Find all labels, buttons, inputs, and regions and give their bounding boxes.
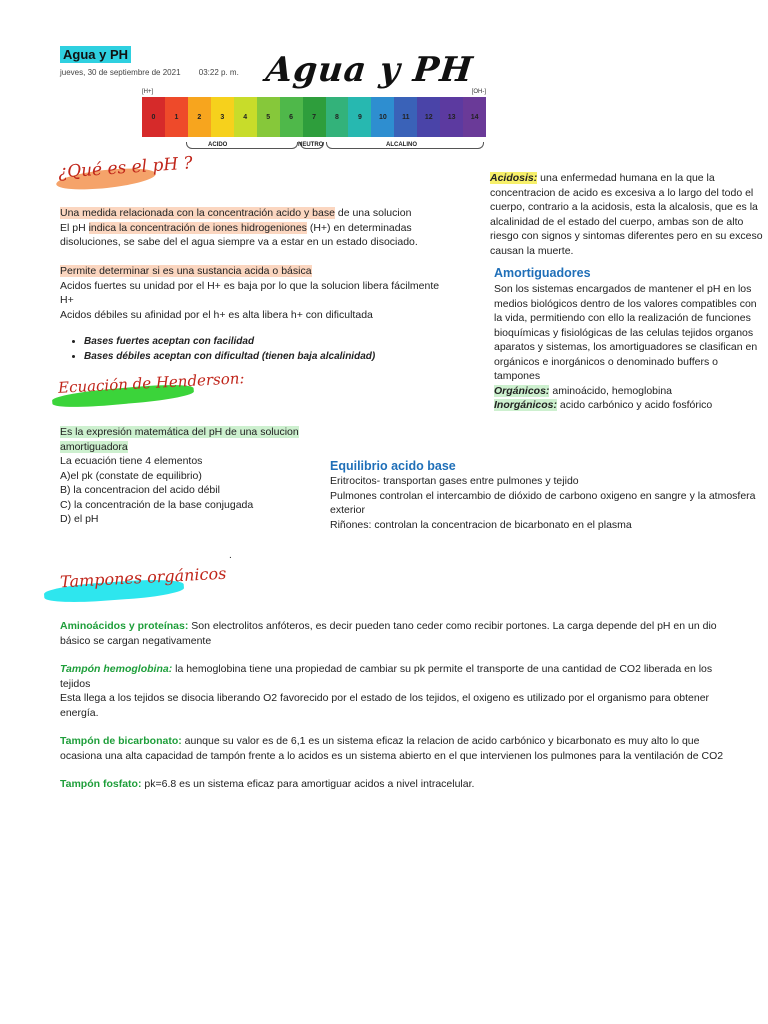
tampon-line: Esta llega a los tejidos se disocia liberando O2 favorecido por el estado de los tejidos, el oxigeno es utilizado por el organismo para obtener <box>60 692 710 704</box>
ph-highlight-1: Una medida relacionada con la concentración acido y base <box>60 207 335 219</box>
note-date: jueves, 30 de septiembre de 2021 <box>60 68 181 77</box>
bullet-item: • Bases fuertes aceptan con facilidad <box>84 334 462 349</box>
organicos-label: Orgánicos: <box>494 384 550 397</box>
tampon-label: Tampón fosfato: <box>60 778 142 790</box>
ph-scale-cell: 1 <box>165 97 188 137</box>
note-time: 03:22 p. m. <box>198 68 239 77</box>
equilibrio-line: Pulmones controlan el intercambio de dióxido de carbono oxigeno en sangre y la atmosfera <box>330 489 756 502</box>
ph-scale-cell: 0 <box>142 97 165 137</box>
tampon-label: Aminoácidos y proteínas: <box>60 620 189 632</box>
tampones-body <box>60 619 766 792</box>
tampon-line: ocasiona una alta capacidad de tampón frente a lo acidos es un sistema abierto en el que intervienen los pulmones para la ventilación de CO2 <box>60 749 724 762</box>
big-handwritten-title: Agua y PH <box>263 50 476 90</box>
organicos-text: aminoácido, hemoglobina <box>549 384 673 397</box>
acid-brace <box>186 142 298 149</box>
stray-dot: . <box>229 550 232 561</box>
amortiguadores-line: medios biológicos dentro de los valores compatibles con <box>494 297 757 310</box>
tampon-line: aunque su valor es de 6,1 es un sistema eficaz la relacion de acido carbónico y bicarbonato es muy alto lo que <box>181 735 700 747</box>
ph-scale-cell: 11 <box>394 97 417 137</box>
tampon-line: la hemoglobina tiene una propiedad de cambiar su pk permite el transporte de una cantidad de CO2 liberada en los <box>172 663 713 675</box>
ph-section-body-2 <box>60 264 460 322</box>
ph-right-end-label: [OH-] <box>471 89 486 95</box>
ph-text-3: disoluciones, se sabe del el agua siempre va a estar en un estado disociado. <box>60 236 418 248</box>
ph-scale-labels <box>142 142 486 152</box>
ph-highlight-3: Permite determinar si es una sustancia acida o básica <box>60 265 312 277</box>
bullet-item: • Bases débiles aceptan con dificultad (tienen baja alcalinidad) <box>84 349 462 364</box>
acidosis-line: alcalinidad de el estado del cuerpo, ambas son de alto <box>490 215 744 228</box>
amortiguadores-line: Son los sistemas encargados de mantener el pH en los <box>494 283 752 295</box>
tampon-line: Son electrolitos anfóteros, es decir pueden tano ceder como recibir portones. La carga depende del pH en un dio <box>188 620 717 632</box>
amortiguadores-body <box>494 282 766 413</box>
henderson-line: B) la concentracion del acido débil <box>60 484 220 496</box>
tampon-item <box>60 662 766 720</box>
tampon-line: básico se cargan negativamente <box>60 634 212 647</box>
henderson-line: D) el pH <box>60 513 99 525</box>
inorganicos-text: acido carbónico y acido fosfórico <box>557 399 713 411</box>
bases-bullet-list <box>62 334 462 364</box>
ph-left-end-label: [H+] <box>142 89 154 95</box>
ph-scale-cell: 5 <box>257 97 280 137</box>
tampon-item <box>60 619 766 648</box>
neutral-label: NEUTRO <box>298 142 324 148</box>
note-title-tag: Agua y PH <box>60 46 131 63</box>
ph-scale-cell: 3 <box>211 97 234 137</box>
note-meta <box>60 68 255 77</box>
ph-scale-cell: 13 <box>440 97 463 137</box>
ph-highlight-2: indica la concentración de iones hidrogeniones <box>88 221 307 234</box>
acidosis-block <box>490 171 765 258</box>
ph-scale-cell: 12 <box>417 97 440 137</box>
amortiguadores-line: aparatos y sistemas, los amortiguadores se clasifican en <box>494 341 758 353</box>
equilibrio-heading: Equilibrio acido base <box>330 459 456 473</box>
acidosis-line: causan la muerte. <box>490 244 574 257</box>
ph-scale-cell: 9 <box>348 97 371 137</box>
equilibrio-body <box>330 474 766 532</box>
tampon-item <box>60 734 766 763</box>
ph-scale-cell: 8 <box>326 97 349 137</box>
henderson-body <box>60 425 350 527</box>
ph-scale-cell: 6 <box>280 97 303 137</box>
acidosis-label: Acidosis: <box>490 172 538 184</box>
amortiguadores-heading: Amortiguadores <box>494 266 591 280</box>
equilibrio-line: exterior <box>330 504 366 516</box>
acidosis-line: riesgo con signos y sintomas diferentes pero en su exceso <box>490 230 763 242</box>
ph-text-5: H+ <box>60 294 74 306</box>
ph-text-4: Acidos fuertes su unidad por el H+ es baja por lo que la solucion libera fácilmente <box>60 279 440 292</box>
acid-label: ACIDO <box>208 142 228 148</box>
acidosis-line: concentracion de acido es excesiva a lo largo del todo el <box>490 186 754 199</box>
ph-text-2a: El pH <box>60 221 89 234</box>
ph-text-1: de una solucion <box>334 207 412 219</box>
acidosis-line: una enfermedad humana en la que la <box>537 172 715 184</box>
amortiguadores-line: tampones <box>494 370 541 382</box>
henderson-heading: Ecuación de Henderson: <box>57 369 245 397</box>
ph-section-heading: ¿Qué es el pH ? <box>57 153 194 183</box>
equilibrio-line: Eritrocitos- transportan gases entre pulmones y tejido <box>330 475 579 487</box>
henderson-line: A)el pk (constate de equilibrio) <box>60 469 202 482</box>
ph-text-2b: (H+) en determinadas <box>306 221 412 234</box>
equilibrio-line: Riñones: controlan la concentracion de bicarbonato en el plasma <box>330 518 632 531</box>
henderson-line: C) la concentración de la base conjugada <box>60 498 254 511</box>
ph-scale-ends <box>142 89 486 95</box>
acidosis-line: cuerpo, contrario a la acidosis, esta la alcalosis, que es la <box>490 201 758 213</box>
ph-section-body <box>60 206 460 250</box>
ph-scale-cell: 7 <box>303 97 326 137</box>
ph-scale-cell: 2 <box>188 97 211 137</box>
ph-text-6: Acidos débiles su afinidad por el h+ es alta libera h+ con dificultada <box>60 308 373 321</box>
henderson-highlight-2: amortiguadora <box>60 440 128 453</box>
tampon-line: tejidos <box>60 677 91 690</box>
amortiguadores-line: bioquímicas y fisiológicas de las celulas tejidos organos <box>494 326 754 339</box>
ph-scale-bar <box>142 97 486 137</box>
tampon-line: energía. <box>60 706 99 719</box>
tampon-item <box>60 777 766 792</box>
ph-scale-cell: 14 <box>463 97 486 137</box>
amortiguadores-line: orgánicos e inorgánicos o denominado buffers o <box>494 355 718 368</box>
tampon-label: Tampón de bicarbonato: <box>60 735 182 747</box>
amortiguadores-line: la vida, permitiendo con ello la realización de funciones <box>494 312 751 324</box>
tampon-line: pk=6.8 es un sistema eficaz para amortiguar acidos a nivel intracelular. <box>141 778 475 790</box>
ph-scale-cell: 10 <box>371 97 394 137</box>
ph-scale-cell: 4 <box>234 97 257 137</box>
tampones-heading: Tampones orgánicos <box>59 563 227 592</box>
alkaline-label: ALCALINO <box>386 142 417 148</box>
tampon-label: Tampón hemoglobina: <box>60 663 173 675</box>
inorganicos-label: Inorgánicos: <box>494 399 558 411</box>
henderson-highlight-1: Es la expresión matemática del pH de una solucion <box>60 426 299 438</box>
henderson-line: La ecuación tiene 4 elementos <box>60 455 203 467</box>
